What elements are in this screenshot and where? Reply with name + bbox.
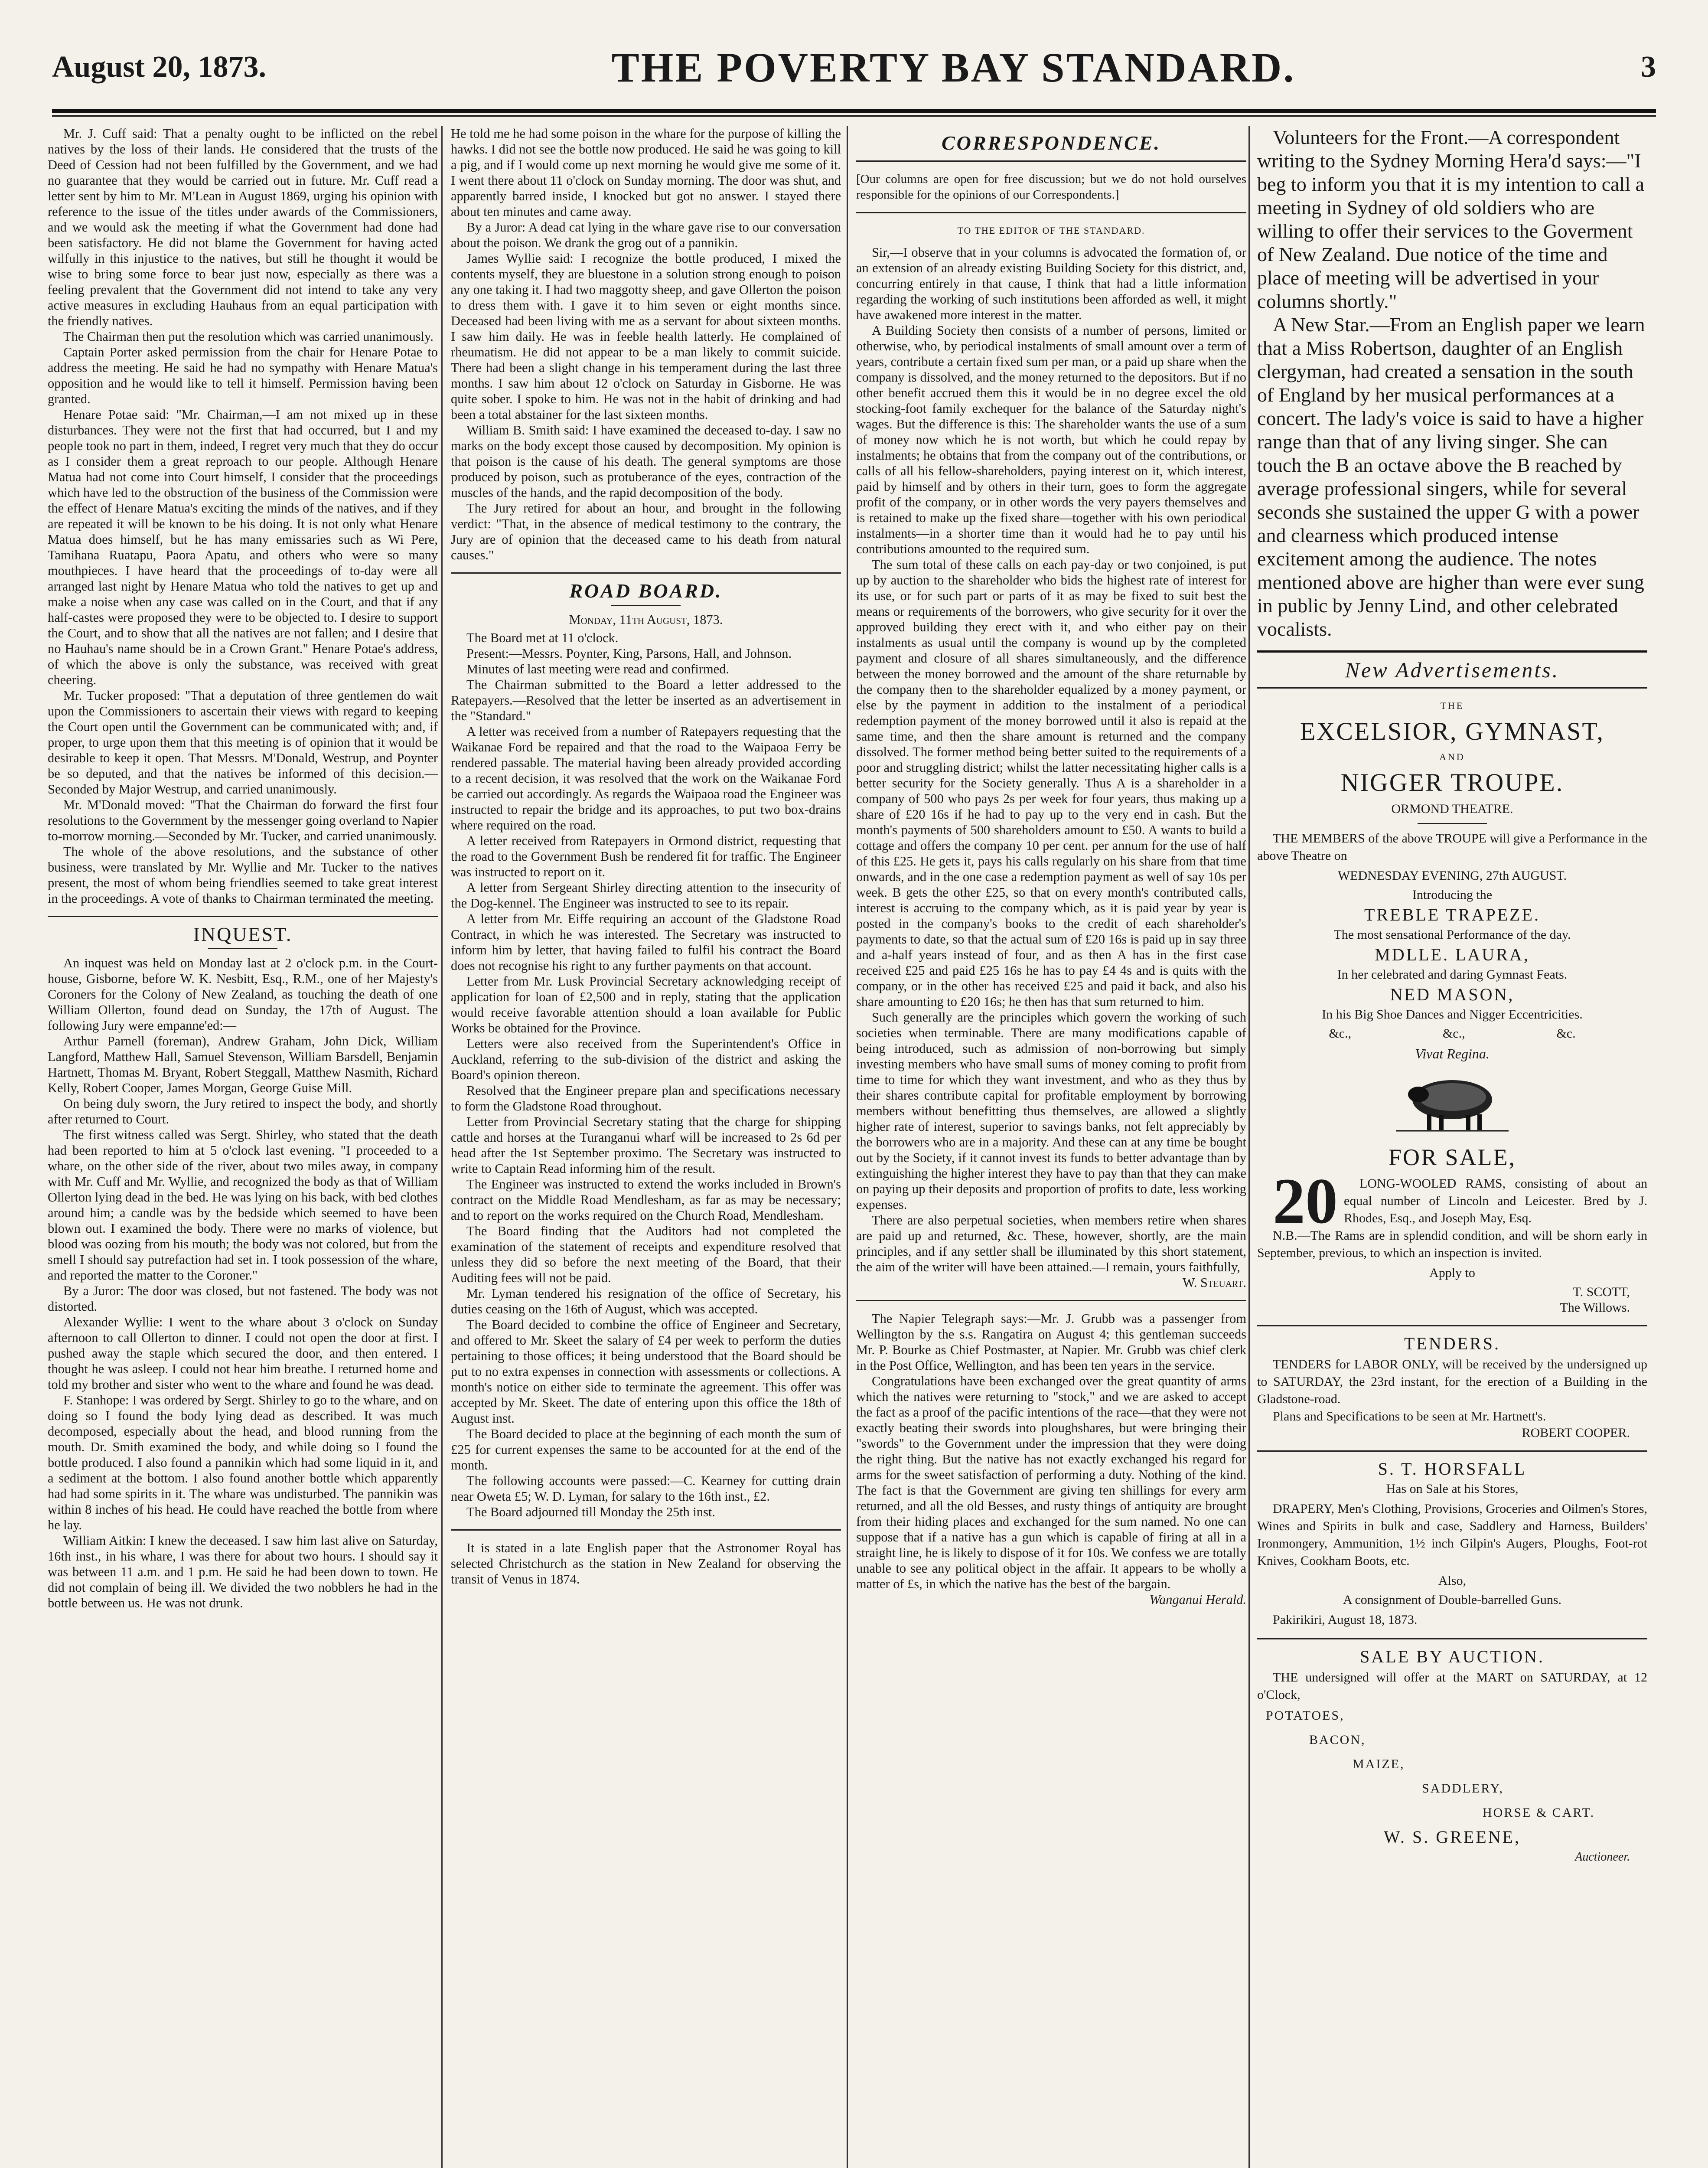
ad-headline: NIGGER TROUPE.	[1340, 768, 1564, 797]
road-board-paragraph: A letter received from Ratepayers in Ormond district, requesting that the road to the Government Bush be rendered fit for traffic. The Engineer was instructed to report on it.	[451, 833, 841, 879]
to-editor-line: TO THE EDITOR OF THE STANDARD.	[957, 225, 1145, 236]
inquest-paragraph: An inquest was held on Monday last at 2 o'clock p.m. in the Court-house, Gisborne, before W. K. Nesbitt, Esq., R.M., one of her Majesty's Coroners for the Colony of New Zealand, as touching the death of one William Ollerton, found dead on Sunday, the 17th of August. The following Jury were empanne'ed:—	[48, 956, 438, 1033]
ad-body	[1257, 1165, 1647, 1237]
sheep-icon	[1396, 1069, 1509, 1134]
road-board-date: Monday, 11th August, 1873.	[569, 612, 723, 627]
ad-contact-name: T. SCOTT,	[1573, 1285, 1630, 1299]
section-rule	[1257, 650, 1647, 653]
letter-paragraph: A Building Society then consists of a number of persons, limited or otherwise, who, by periodical instalments of small amount over a term of years, contribute a certain fixed sum per man, or a paid up share when the company is dissolved, and the money returned to the depositors. But if no other benefit accrued them this it would be in no degree excel the old stocking-foot family exchequer for the balance of the Saturday night's wages. But the difference is this: The shareholder wants the use of a sum of money now which he is not worth, but which he could repay by instalments; he obtains that from the company out of the contributions, or calls of all his fellow-shareholders, paying interest on it, which interest, paid by himself and by others in their turn, goes to form the aggregate profit of the company, or in other words the very payers themselves and is retained to make up the fixed share—together with his own periodical instalments—in a shorter time than it would had he to pay until his contributions amounted to the required sum.	[856, 323, 1246, 556]
horsfall-advertisement	[1257, 1461, 1647, 1629]
road-board-paragraph: Resolved that the Engineer prepare plan and specifications necessary to form the Gladstone Road throughout.	[451, 1083, 841, 1113]
road-board-paragraph: The Board decided to combine the office of Engineer and Secretary, and offered to Mr. Skeet the salary of £4 per week to perform the duties pertaining to those offices; it being understood that the Board should be put to no extra expenses in connection with assessments or collections. A month's notice on either side to terminate the agreement. This offer was accepted by Mr. Skeet. The date of entering upon this office the 18th of August inst.	[451, 1317, 841, 1426]
etc-item: &c.	[1556, 1026, 1576, 1041]
auction-item: BACON,	[1309, 1733, 1366, 1747]
road-board-paragraph: Minutes of last meeting were read and confirmed.	[466, 662, 729, 676]
masthead-rule	[52, 109, 1656, 117]
article-paragraph: James Wyllie said: I recognize the bottle produced, I mixed the contents myself, they are bluestone in a solution strong enough to poison any one taking it. I had two maggotty sheep, and gave Ollerton the poison to dress them with. I gave it to him seven or eight months since. Deceased had been living with me as a servant for about sixteen months. I saw him daily. He was in feeble health latterly. He complained of rheumatism. He did not appear to be a man likely to commit suicide. There had been a slight change in his temperament during the last three months. I saw him about 12 o'clock on Saturday in Gisborne. He was quite sober. I spoke to him. He was not in the habit of drinking and had been a total abstainer for the last sixteen months.	[451, 251, 841, 422]
page-number: 3	[1640, 50, 1656, 84]
auction-items	[1257, 1704, 1647, 1825]
transit-paragraph: It is stated in a late English paper that the Astronomer Royal has selected Christchurch as the station in New Zealand for observing the transit of Venus in 1874.	[451, 1541, 841, 1587]
column-3	[856, 126, 1246, 2168]
article-paragraph: He told me he had some poison in the whare for the purpose of killing the hawks. I did not see the bottle now produced. He said he was going to kill a pig, and if I would come up next morning he would give me some of it. I went there about 11 o'clock on Sunday morning. The door was shut, and apparently barred inside, I knocked but got no answer. I stayed there about ten minutes and came away.	[451, 126, 841, 219]
volunteers-paragraph: Volunteers for the Front.—A correspondent writing to the Sydney Morning Hera'd says:—"I beg to inform you that it is my intention to call a meeting in Sydney of old soldiers who are willing to offer their services to the Goverment of New Zealand. Due notice of the time and place of meeting will be advertised in your columns shortly."	[1257, 126, 1645, 312]
ad-body: THE MEMBERS of the above TROUPE will give a Performance in the above Theatre on	[1257, 831, 1647, 863]
inquest-paragraph: William Aitkin: I knew the deceased. I saw him last alive on Saturday, 16th inst., in his whare, I was there for about two hours. I should say it was between 11 a.m. and 1 p.m. He said he had been down to town. He did not complain of being ill. We divided the two nobblers he had in the bottle between us. He was not drunk.	[48, 1533, 438, 1610]
ad-apply: Apply to	[1429, 1266, 1475, 1280]
ad-plans: Plans and Specifications to be seen at Mr. Hartnett's.	[1273, 1409, 1546, 1424]
column-1	[48, 126, 438, 2168]
ad-headline: FOR SALE,	[1388, 1144, 1516, 1170]
road-board-paragraph: The Engineer was instructed to extend the works included in Brown's contract on the Middle Road Mendlesham, as far as may be necessary; and to report on the works required on the Church Road, Mendlesham.	[451, 1177, 841, 1223]
ad-dateline: Pakirikiri, August 18, 1873.	[1273, 1613, 1418, 1627]
section-rule	[856, 160, 1246, 162]
rams-for-sale-advertisement	[1257, 1142, 1647, 1316]
section-rule	[48, 916, 438, 917]
letter-signature: W. Steuart.	[1182, 1275, 1246, 1290]
column-4-news	[1257, 126, 1647, 641]
road-board-paragraph: The Chairman submitted to the Board a letter addressed to the Ratepayers.—Resolved that the letter be inserted as an advertisement in the "Standard."	[451, 677, 841, 723]
ad-headline: S. T. HORSFALL	[1378, 1459, 1527, 1479]
article-paragraph: The whole of the above resolutions, and the substance of other business, were translated by Mr. Wyllie and Mr. Tucker to the natives present, the most of whom being friendlies seemed to take great interest in the proceedings. A vote of thanks to Chairman terminated the meeting.	[48, 844, 438, 906]
column-divider	[441, 126, 443, 2168]
auction-item: HORSE & CART.	[1483, 1806, 1595, 1820]
article-paragraph: Captain Porter asked permission from the chair for Henare Potae to address the meeting. He said he had no sympathy with Henare Matua's opposition and he would like to tell it himself. Permission having been granted.	[48, 345, 438, 406]
ad-and: AND	[1439, 751, 1465, 762]
inquest-paragraph: On being duly sworn, the Jury retired to inspect the body, and shortly after returned to Court.	[48, 1096, 438, 1126]
letter-paragraph: The sum total of these calls on each pay-day or two conjoined, is put up by auction to the shareholder who bids the highest rate of interest for its use, or for such part or parts of it as may be fixed to suit best the means or requirements of the borrowers, who give security for it over the approved building they erect with it, and who either pay on their instalments as usual until the company is wound up by the completed payment and closure of all shares simultaneously, and the difference between the money borrowed and the amount of the share returnable by the company then to the shareholder equalized by a money payment, or else by the payment in addition to the instalment of a periodical redemption payment of the money borrowed until it also is repaid at the same time, and then the share amount is returned and the company dissolved. The former method being better suited to the requirements of a poor and struggling district; whilst the latter necessitating higher calls is a better security for the Society generally. Thus A is a shareholder in a company of 500 who pays 2s per week for four years, thus making up a share of £20 16s if he had to pay up to the very end in cash. But the month's payments of 500 shareholders amount to £50. A wants to build a cottage and offers the company 10 per cent. per annum for the use of half of this £25. He gets it, pays his calls regularly on his share from that time onwards, and in the one case a redemption payment as well of say 10s per week. B gets the other £25, so that on every month's contributed calls, interest is accruing to the company which, as it is paid year by year is posted in the company's books to the credit of each shareholder's payments to date, so that the actual sum of £20 16s is paid up in say three and a-half years instead of four, and as then A has in the first case received £25 and paid £25 16s he has to pay £4 4s and is quits with the company, or in the other has received £25 and paid it back, and also his share amounting to £20 16s; he then has that sum returned to him.	[856, 557, 1246, 1009]
ad-rule	[1418, 823, 1487, 824]
ad-body-text: LONG-WOOLED RAMS, consisting of about an equal number of Lincoln and Leicester. Bred by J. Rhodes, Esq., and Joseph May, Esq.	[1344, 1176, 1647, 1225]
inquest-paragraph: Arthur Parnell (foreman), Andrew Graham, John Dick, William Langford, Matthew Hall, Samuel Stevenson, William Barsdell, Benjamin Hartnett, Thomas M. Bryant, Robert Steggall, Matthew Nasmith, Richard Kelly, Robert Cooper, James Morgan, George Guise Mill.	[48, 1034, 438, 1095]
road-board-heading: ROAD BOARD.	[569, 580, 723, 602]
letter-paragraph: Sir,—I observe that in your columns is advocated the formation of, or an extension of an already existing Building Society for this district, and, concurring entirely in that cause, I think that had a little information regarding the working of such institutions been afforded as well, it might have awakened more interest in the matter.	[856, 245, 1246, 322]
ad-body: THE undersigned will offer at the MART on SATURDAY, at 12 o'Clock,	[1257, 1670, 1647, 1702]
ad-also: Also,	[1438, 1574, 1467, 1588]
article-paragraph: Henare Potae said: "Mr. Chairman,—I am not mixed up in these disturbances. They were not the first that had occurred, but I and my people took no part in them, indeed, I regret very much that they do occur as I consider them a great reproach to our people. Although Henare Matua had not come into Court himself, I consider that the proceedings which have led to the obstruction of the business of the Commission were the effect of Henare Matua's exciting the minds of the natives, and if they are repeated it will be known to be his doing. It is not only what Henare Matua does himself, but he has many emissaries such as Wi Pere, Tamihana Ruatapu, Paora Apatu, and others who were so many mouthpieces. I have heard that the proceedings of to-day were all arranged last night by Henare Matua who told the natives to get up and make a noise when any case was called on in the Court, and that if any half-castes were proposed they were to be objected to. I desire to support the Court, and to show that all the natives are not fallen; and I desire that no Hauhau's name should be in a Crown Grant." Henare Potae's address, of which the above is only the substance, was received with great cheering.	[48, 407, 438, 687]
road-board-paragraph: Present:—Messrs. Poynter, King, Parsons, Hall, and Johnson.	[466, 646, 792, 661]
ad-act-desc: In his Big Shoe Dances and Nigger Eccentricities.	[1322, 1007, 1583, 1022]
inquest-paragraph: F. Stanhope: I was ordered by Sergt. Shirley to go to the whare, and on doing so I found the body lying dead as described. It was much decomposed, especially about the head, and blood running from the mouth. Dr. Smith examined the body, and while doing so I found the bottle produced. I also found a pannikin which had some liquid in it, and a sediment at the bottom. I also found another bottle which apparently had had some spirits in it. The whare was undisturbed. The pannikin was within 8 inches of his head. He could have reached the bottle from where he lay.	[48, 1393, 438, 1532]
road-board-paragraph: Mr. Lyman tendered his resignation of the office of Secretary, his duties ceasing on the 16th of August, which was accepted.	[451, 1286, 841, 1316]
issue-date: August 20, 1873.	[52, 50, 266, 84]
road-board-paragraph: Letter from Provincial Secretary stating that the charge for shipping cattle and horses at the Turanganui wharf will be increased to 2s 6d per head after the 1st September proximo. The Secretary was instructed to write to Captain Read informing him of the result.	[451, 1114, 841, 1176]
ad-act: NED MASON,	[1390, 985, 1515, 1004]
ad-act-desc: In her celebrated and daring Gymnast Feats.	[1337, 967, 1568, 982]
section-rule	[1257, 687, 1647, 689]
road-board-paragraph: The Board adjourned till Monday the 25th inst.	[466, 1505, 715, 1519]
auction-item: POTATOES,	[1266, 1708, 1345, 1723]
auction-item: SADDLERY,	[1422, 1781, 1504, 1796]
column-divider	[1248, 126, 1250, 2168]
ad-subtitle: Has on Sale at his Stores,	[1386, 1482, 1519, 1496]
heading-rule	[611, 605, 681, 606]
new-advertisements-heading: New Advertisements.	[1345, 658, 1560, 682]
inquest-paragraph: Alexander Wyllie: I went to the whare about 3 o'clock on Sunday afternoon to call Ollerton to dinner. I could not open the door at first. I pushed away the staple which secured the door, and then entered. I thought he was asleep. I could not hear him breathe. I returned home and told my brother and sister who went to the whare and found he was dead.	[48, 1315, 438, 1392]
road-board-paragraph: The following accounts were passed:—C. Kearney for cutting drain near Oweta £5; W. D. Lyman, for salary to the 16th inst., £2.	[451, 1473, 841, 1504]
tenders-advertisement	[1257, 1336, 1647, 1441]
ad-introducing: Introducing the	[1412, 888, 1493, 902]
ad-headline: TENDERS.	[1404, 1334, 1500, 1353]
ad-motto: Vivat Regina.	[1415, 1046, 1490, 1061]
article-paragraph: William B. Smith said: I have examined the deceased to-day. I saw no marks on the body except those caused by decomposition. My opinion is that poison is the cause of his death. The general symptoms are those produced by poison, such as protuberance of the eyes, contraction of the muscles of the hands, and the rapid decomposition of the body.	[451, 423, 841, 500]
article-paragraph: The Chairman then put the resolution which was carried unanimously.	[63, 329, 434, 344]
ad-headline: SALE BY AUCTION.	[1360, 1647, 1545, 1666]
ad-number: 20	[1273, 1165, 1338, 1237]
section-rule	[451, 1529, 841, 1531]
masthead	[52, 30, 1656, 104]
column-divider	[847, 126, 848, 2168]
ad-body: DRAPERY, Men's Clothing, Provisions, Groceries and Oilmen's Stores, Wines and Spirits in bulk and case, Saddlery and Harness, Builders' Ironmongery, Ammunition, 1½ inch Gilpin's Augers, Ploughs, Foot-rot Knives, Cookham Boots, etc.	[1257, 1502, 1647, 1568]
ad-venue: ORMOND THEATRE.	[1391, 802, 1513, 816]
ad-act: TREBLE TRAPEZE.	[1364, 905, 1540, 924]
correspondence-heading: CORRESPONDENCE.	[941, 132, 1161, 154]
section-rule	[1257, 1450, 1647, 1452]
ad-etc	[1283, 1026, 1621, 1042]
inquest-paragraph: The first witness called was Sergt. Shirley, who stated that the death had been reported to him at 5 o'clock last evening. "I proceeded to a whare, on the other side of the river, about two miles away, in company with Mr. Cuff and Mr. Wyllie, and recognized the body as that of William Ollerton lying dead in the bed. He was lying on his back, with bed clothes around him; a candle was by the bedside which seemed to have been blown out. I examined the body. There were no marks of violence, but blood was oozing from his mouth; the body was not colored, but from the smell I should say putrefaction had set in. I took possession of the whare, and reported the matter to the Coroner."	[48, 1127, 438, 1283]
auctioneer-title: Auctioneer.	[1575, 1850, 1630, 1864]
road-board-paragraph: The Board met at 11 o'clock.	[466, 630, 619, 645]
article-paragraph: Mr. Tucker proposed: "That a deputation of three gentlemen do wait upon the Commissioners to ascertain their views with regard to keeping the Court open until the Government can be communicated with; and, if proper, to urge upon them that this meeting is of opinion that it would be desirable to keep it open. That Messrs. M'Donald, Westrup, and Poynter be so deputed, and that the natives be informed of this decision.—Seconded by Major Westrup, and carried unanimously.	[48, 688, 438, 797]
section-rule	[856, 212, 1246, 213]
road-board-paragraph: The Board decided to place at the beginning of each month the sum of £25 for current expenses the same to be accounted for at the end of the month.	[451, 1427, 841, 1473]
new-star-paragraph: A New Star.—From an English paper we learn that a Miss Robertson, daughter of an English clergyman, had created a sensation in the south of England by her musical performances at a concert. The lady's voice is said to have a higher range than that of any living singer. She can touch the B an octave above the B reached by average professional singers, while for several seconds she sustained the upper G with a power and clearness which produced intense excitement among the audience. The notes mentioned above are higher than were ever sung in public by Jenny Lind, and other celebrated vocalists.	[1257, 313, 1645, 640]
editorial-note: [Our columns are open for free discussion; but we do not hold ourselves responsible for the opinions of our Correspondents.]	[856, 172, 1246, 202]
newspaper-title: THE POVERTY BAY STANDARD.	[611, 44, 1296, 91]
road-board-paragraph: A letter from Mr. Eiffe requiring an account of the Gladstone Road Contract, in which he was interested. The Secretary was instructed to inform him by letter, that having failed to fulfil his contract the Board does not recognise his right to any further payments on that account.	[451, 911, 841, 973]
section-rule	[1257, 1325, 1647, 1326]
article-paragraph: Mr. M'Donald moved: "That the Chairman do forward the first four resolutions to the Government by the messenger going overland to Napier to-morrow morning.—Seconded by Mr. Tucker, and carried unanimously.	[48, 797, 438, 843]
column-4	[1257, 126, 1647, 2168]
ad-body: TENDERS for LABOR ONLY, will be received by the undersigned up to SATURDAY, the 23rd instant, for the erection of a Building in the Gladstone-road.	[1257, 1357, 1647, 1406]
ad-act-desc: The most sensational Performance of the day.	[1333, 927, 1571, 942]
congratulations-paragraph: Congratulations have been exchanged over the great quantity of arms which the natives were returning to "stock," and we are asked to accept the fact as a proof of the pacific intentions of the race—that they were not exactly beating their swords into ploughshares, but were bringing their "swords" to the Government under the impression that they were doing the right thing. But the native has not exactly exchanged his regard for arms for the sweet satisfaction of performing a duty. Nothing of the kind. The fact is that the Government are giving ten shillings for every arm returned, and all the old Besses, and rusty things of antiquity are brought from their hiding places and exchanged for the sum named. No one can suppose that if a native has a gun which is capable of firing at all in a straight line, he is likely to dispose of it for 10s. We confess we are totally unable to see any political object in the affair. It appears to be wholly a matter of £s, in which the native has the best of the bargain.	[856, 1374, 1246, 1591]
ad-signature: ROBERT COOPER.	[1522, 1426, 1630, 1440]
etc-item: &c.,	[1329, 1026, 1352, 1041]
ad-consignment: A consignment of Double-barrelled Guns.	[1343, 1593, 1562, 1607]
inquest-paragraph: By a Juror: The door was closed, but not fastened. The body was not distorted.	[48, 1283, 438, 1314]
road-board-paragraph: The Board finding that the Auditors had not completed the examination of the statement of receipts and expenditure resolved that unless they did so before the next meeting of the Board, that their Auditing fees will not be paid.	[451, 1224, 841, 1285]
ad-the: THE	[1440, 700, 1464, 711]
ad-note: N.B.—The Rams are in splendid condition, and will be shorn early in September, previous, to which an inspection is invited.	[1257, 1228, 1647, 1260]
letter-paragraph: Such generally are the principles which govern the working of such societies when terminable. There are many modifications capable of being introduced, such as admission of non-borrowing but simply investing members who have small sums of money coming to profit from time to time for which they want investment, and who as they thus by their shares contribute capital for profitable employment by borrowing members without benefitting thus themselves, are allowed a slightly higher rate of interest, superior to savings banks, not felt appreciably by the borrowers who are in a majority. And these can at any time be bought out by the Society, if it cannot invest its funds to better advantage than by extinguishing the higher interest they have to pay than that they can make on paying up their deposits and proportion of profits to date, less working expenses.	[856, 1010, 1246, 1212]
ad-headline: EXCELSIOR, GYMNAST,	[1300, 717, 1604, 745]
column-2	[451, 126, 841, 2168]
source-credit: Wanganui Herald.	[1149, 1592, 1246, 1607]
article-paragraph: By a Juror: A dead cat lying in the whare gave rise to our conversation about the poison. We drank the grog out of a pannikin.	[451, 220, 841, 250]
ad-date: WEDNESDAY EVENING, 27th AUGUST.	[1337, 869, 1567, 883]
road-board-paragraph: Letters were also received from the Superintendent's Office in Auckland, referring to the sub-division of the district and asking the Board's opinion thereon.	[451, 1036, 841, 1082]
letter-paragraph: There are also perpetual societies, when members retire when shares are paid up and returned, &c. These, however, shortly, are the main principles, and if any settler shall be illuminated by this short statement, the aim of the writer will have been attained.—I remain, yours faithfully,	[856, 1213, 1246, 1274]
ad-act: MDLLE. LAURA,	[1375, 945, 1530, 964]
excelsior-advertisement	[1257, 698, 1647, 1061]
road-board-paragraph: A letter from Sergeant Shirley directing attention to the insecurity of the Dog-kennel. The Engineer was instructed to see to its repair.	[451, 880, 841, 911]
etc-item: &c.,	[1442, 1026, 1465, 1041]
road-board-paragraph: A letter was received from a number of Ratepayers requesting that the Waikanae Ford be repaired and that the road to the Waipaoa Ferry be rendered passable. The material having been already provided according to a recent decision, it was resolved that the work on the Waikanae Ford be carried out accordingly. As regards the Waipaoa road the Engineer was instructed to repair the bridge and its approaches, to put two box-drains where required on the road.	[451, 724, 841, 833]
heading-rule	[208, 948, 277, 949]
section-rule	[856, 1300, 1246, 1301]
auctioneer-name: W. S. GREENE,	[1383, 1827, 1521, 1847]
section-rule	[1257, 1638, 1647, 1639]
road-board-paragraph: Letter from Mr. Lusk Provincial Secretary acknowledging receipt of application for loan of £2,500 and in reply, stating that the application would receive favorable attention should a loan available for Public Works be obtained for the Province.	[451, 974, 841, 1035]
article-paragraph: The Jury retired for about an hour, and brought in the following verdict: "That, in the absence of medical testimony to the contrary, the Jury are of opinion that the deceased came to his death from natural causes."	[451, 501, 841, 562]
ad-contact-place: The Willows.	[1560, 1300, 1630, 1315]
section-rule	[451, 572, 841, 574]
auction-item: MAIZE,	[1353, 1757, 1405, 1771]
napier-paragraph: The Napier Telegraph says:—Mr. J. Grubb was a passenger from Wellington by the s.s. Rangatira on August 4; this gentleman succeeds Mr. P. Bourke as Chief Postmaster, at Napier. Mr. Grubb was chief clerk in the Post Office, Wellington, and has been ten years in the service.	[856, 1311, 1246, 1373]
inquest-heading: INQUEST.	[193, 923, 293, 945]
article-paragraph: Mr. J. Cuff said: That a penalty ought to be inflicted on the rebel natives by the loss of their lands. He considered that the trusts of the Deed of Cession had not been fulfilled by the Government, and we had no guarantee that they would be carried out in future. Mr. Cuff read a letter sent by him to Mr. M'Lean in August 1869, urging his opinion with reference to the issue of the titles under awards of the Commissioners, and we would ask the meeting if what the Government had done had been satisfactory. He did not blame the Government for having acted wilfully in this injustice to the natives, but still he thought it would be wise to bring some force to bear just now, especially as there was a feeling prevalent that the Government did not intend to take any very active measures in excluding Hauhaus from an equal participation with the friendly natives.	[48, 126, 438, 328]
auction-advertisement	[1257, 1649, 1647, 1865]
